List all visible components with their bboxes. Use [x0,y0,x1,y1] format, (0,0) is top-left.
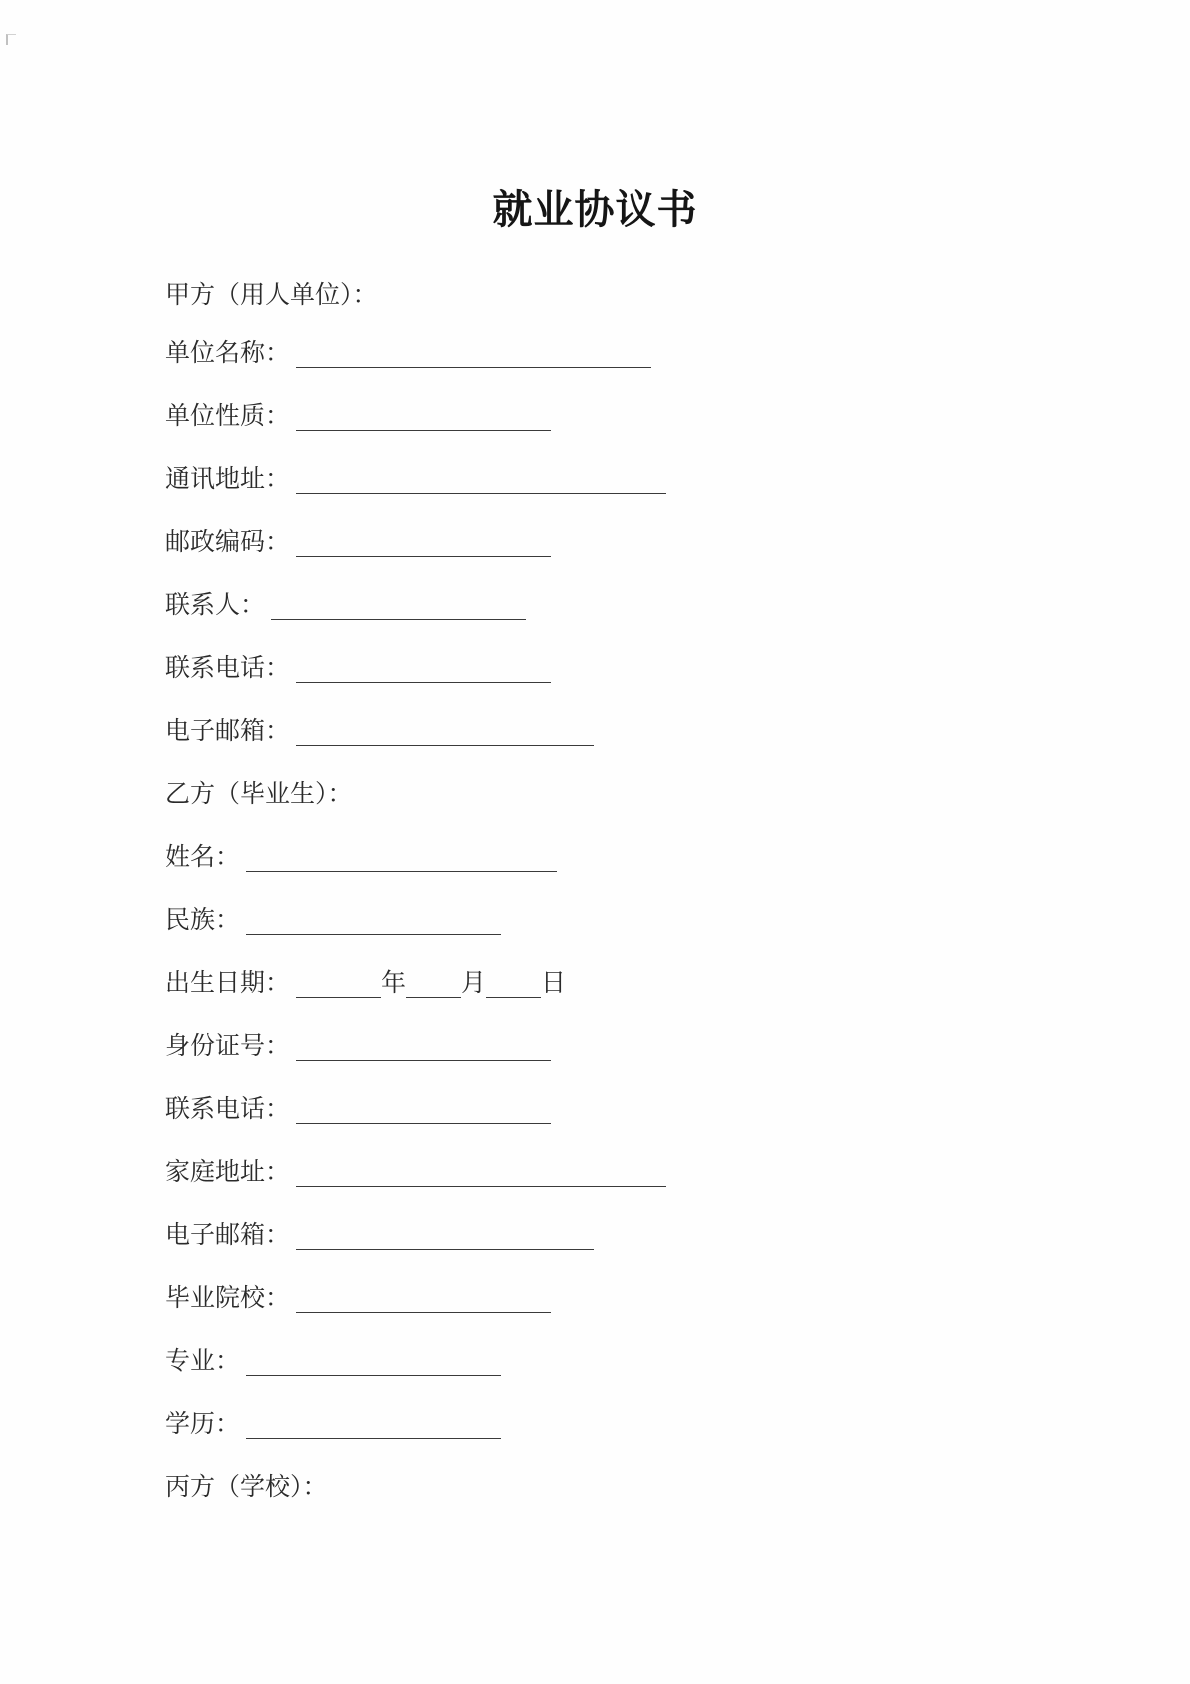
education-blank[interactable] [246,1412,501,1439]
major-blank[interactable] [246,1349,501,1376]
email-a-blank[interactable] [296,719,594,746]
field-label: 通讯地址： [165,464,291,493]
field-name [165,832,557,872]
postal-code-blank[interactable] [296,530,551,557]
mailing-address-blank[interactable] [296,467,666,494]
name-blank[interactable] [246,845,557,872]
field-label: 联系电话： [165,653,291,682]
field-label: 学历： [165,1409,241,1438]
month-unit: 月 [461,968,487,997]
year-unit: 年 [381,968,407,997]
field-label: 邮政编码： [165,527,291,556]
field-email-b [165,1210,594,1250]
field-email-a [165,706,594,746]
field-label: 单位名称： [165,338,291,367]
document-title: 就业协议书 [492,187,698,233]
field-label: 电子邮箱： [165,716,291,745]
field-home-address [165,1147,666,1187]
birth-year-blank[interactable] [296,971,381,998]
birth-month-blank[interactable] [406,971,461,998]
unit-nature-blank[interactable] [296,404,551,431]
graduate-school-blank[interactable] [296,1286,551,1313]
field-label: 毕业院校： [165,1283,291,1312]
field-contact-phone-b [165,1084,551,1124]
field-id-number [165,1021,551,1061]
field-label: 出生日期： [165,968,291,997]
field-label: 电子邮箱： [165,1220,291,1249]
unit-name-blank[interactable] [296,341,651,368]
email-b-blank[interactable] [296,1223,594,1250]
scan-artifact [6,34,16,45]
field-label: 联系电话： [165,1094,291,1123]
field-label: 专业： [165,1346,241,1375]
birth-day-blank[interactable] [486,971,541,998]
field-mailing-address [165,454,666,494]
field-graduate-school [165,1273,551,1313]
party-c-heading [165,1462,328,1502]
field-label: 家庭地址： [165,1157,291,1186]
field-label: 民族： [165,905,241,934]
day-unit: 日 [541,968,567,997]
party-c-heading-text: 丙方（学校）： [165,1472,328,1501]
field-unit-nature [165,391,551,431]
party-a-heading [165,270,378,310]
field-education [165,1399,501,1439]
contact-phone-a-blank[interactable] [296,656,551,683]
field-unit-name [165,328,651,368]
field-contact-person [165,580,526,620]
field-label: 单位性质： [165,401,291,430]
field-label: 身份证号： [165,1031,291,1060]
id-number-blank[interactable] [296,1034,551,1061]
party-b-heading [165,769,353,809]
home-address-blank[interactable] [296,1160,666,1187]
field-major [165,1336,501,1376]
party-b-heading-text: 乙方（毕业生）： [165,779,353,808]
contact-person-blank[interactable] [271,593,526,620]
field-label: 联系人： [165,590,266,619]
ethnicity-blank[interactable] [246,908,501,935]
contact-phone-b-blank[interactable] [296,1097,551,1124]
field-contact-phone-a [165,643,551,683]
field-ethnicity [165,895,501,935]
party-a-heading-text: 甲方（用人单位）： [165,280,378,309]
field-postal-code [165,517,551,557]
field-label: 姓名： [165,842,241,871]
field-birth-date [165,958,566,998]
